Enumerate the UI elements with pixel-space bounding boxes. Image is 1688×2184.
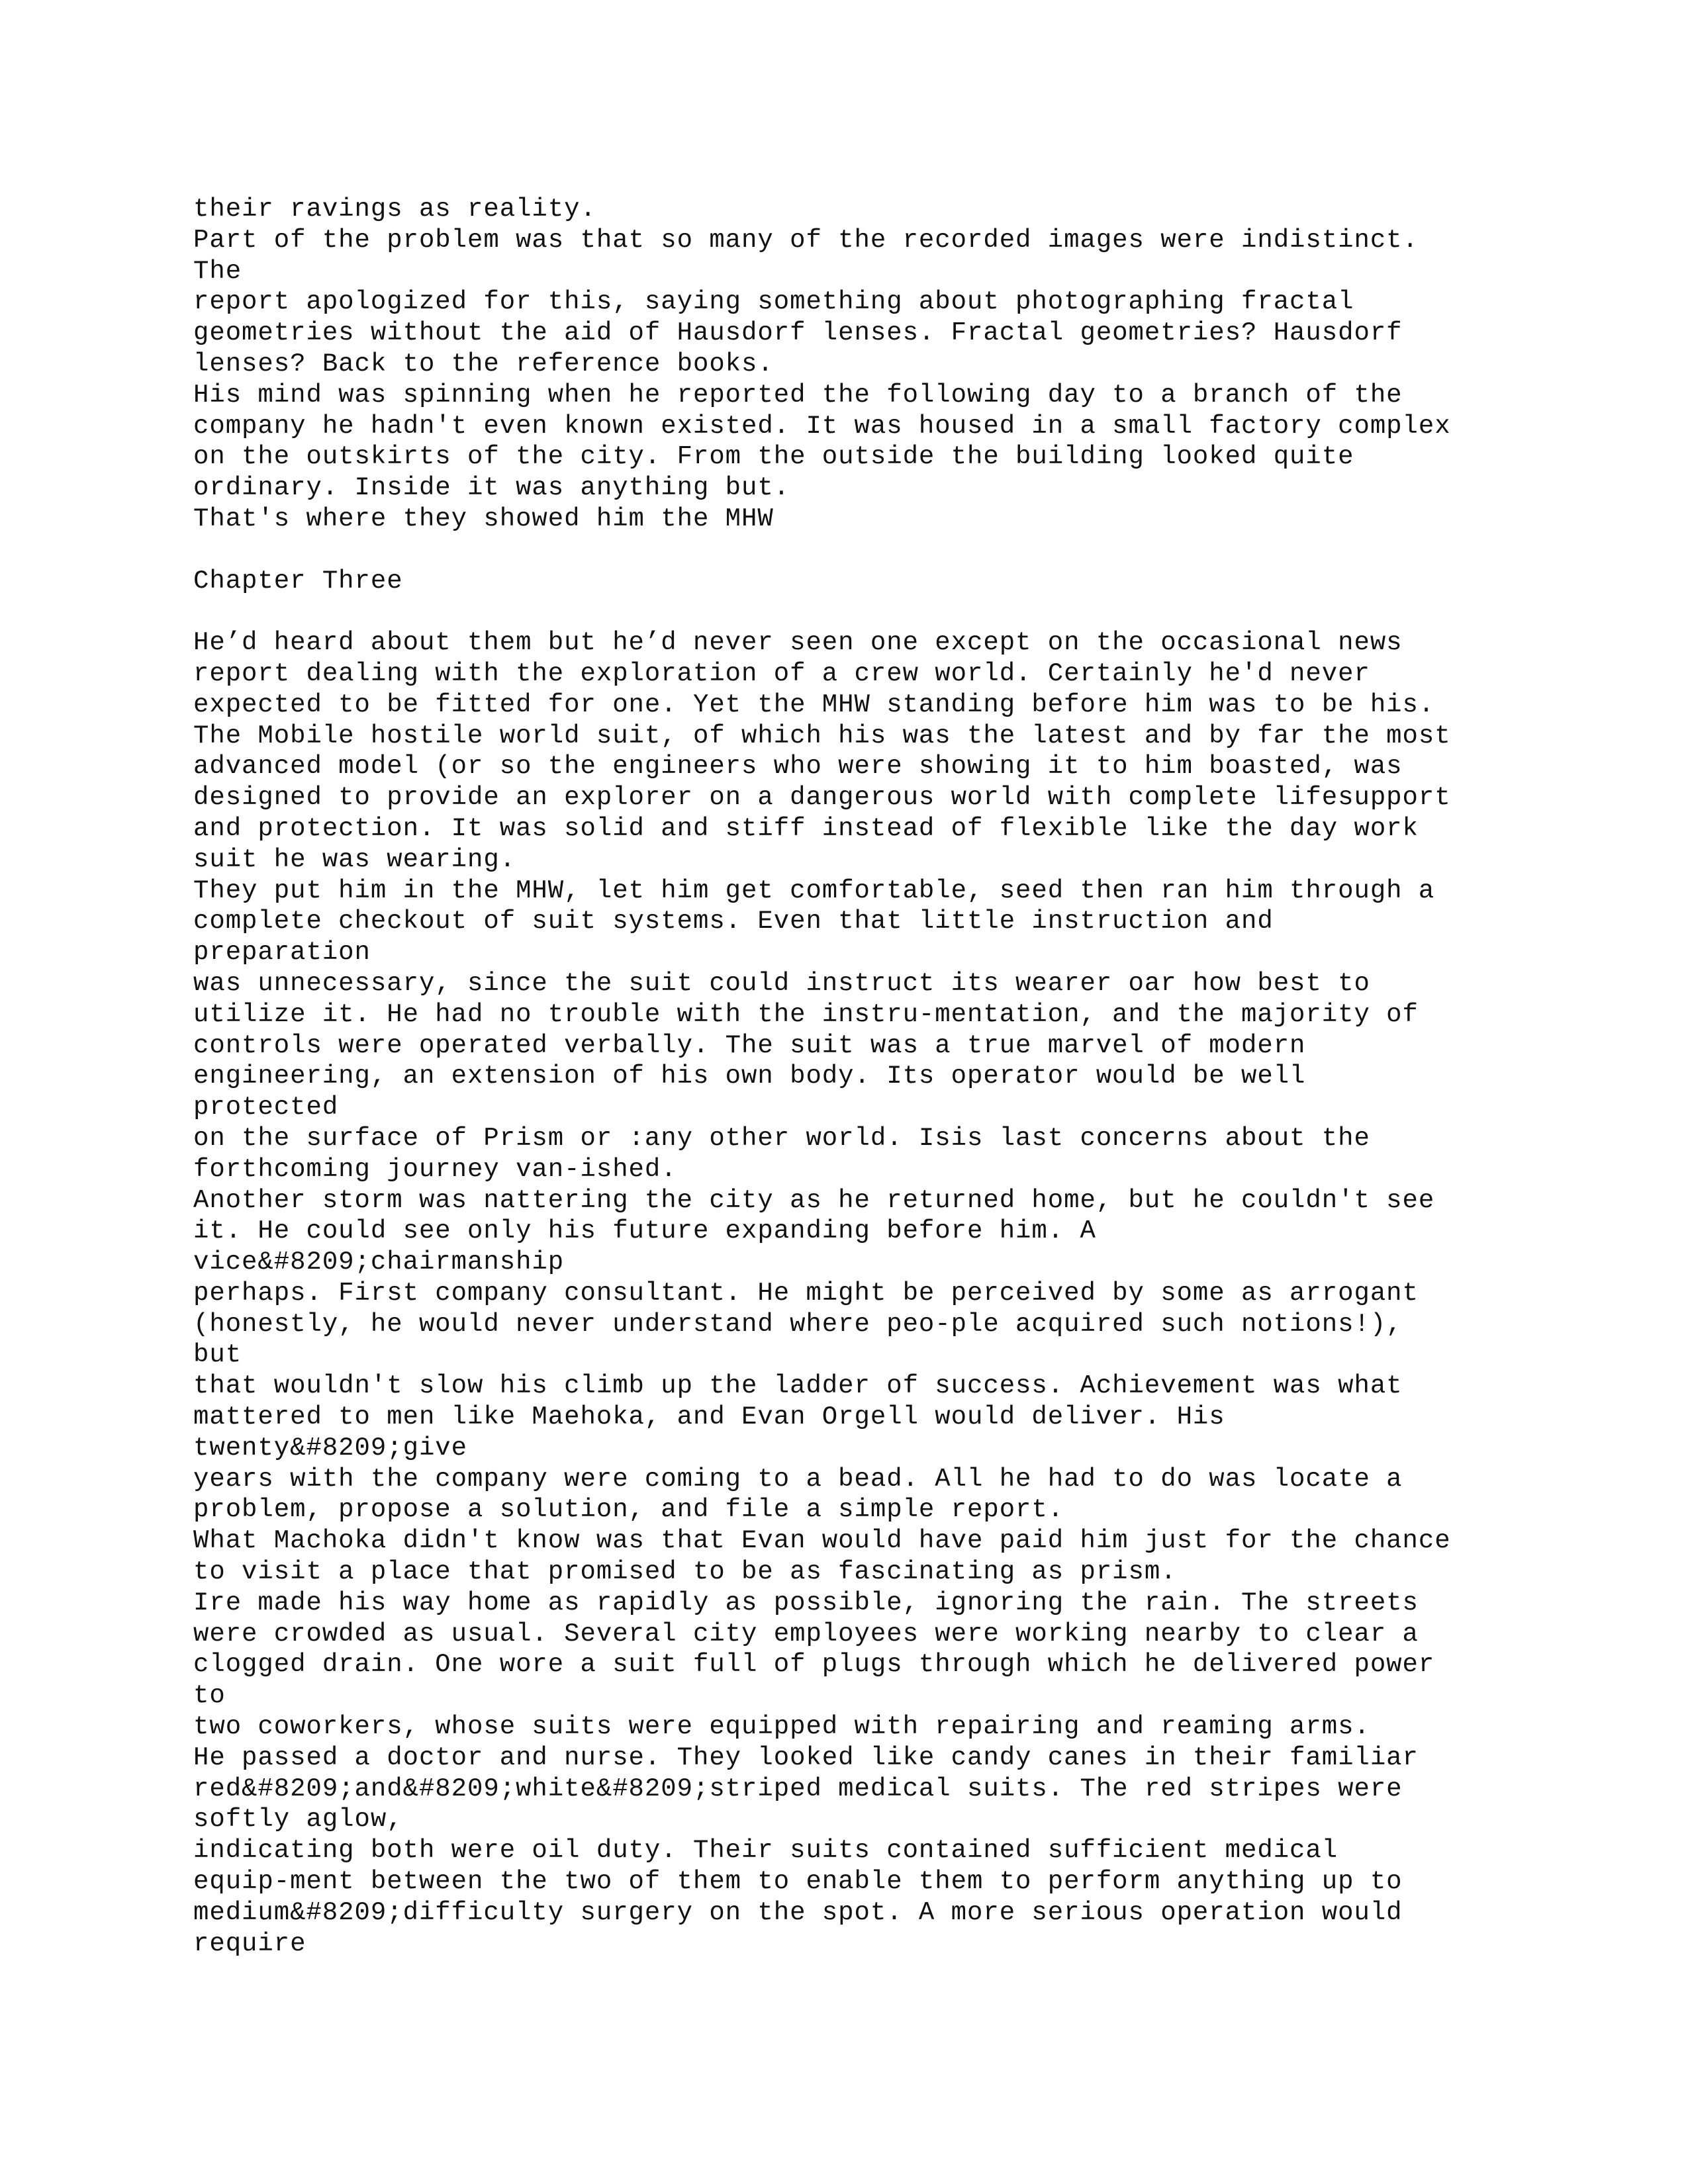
text-line: He passed a doctor and nurse. They looked like candy canes in their familiar [193,1743,1419,1772]
text-line: preparation [193,938,371,968]
text-line: expected to be fitted for one. Yet the MHW standing before him was to be his. [193,690,1435,719]
text-line: indicating both were oil duty. Their suits contained sufficient medical [193,1836,1338,1866]
text-line: company he hadn't even known existed. It was housed in a small factory complex [193,411,1451,441]
text-line: their ravings as reality. [193,195,596,224]
text-line: suit he was wearing. [193,844,516,874]
text-line: that wouldn't slow his climb up the ladder of success. Achievement was what [193,1371,1403,1401]
text-line: What Machoka didn't know was that Evan would have paid him just for the chance [193,1526,1451,1556]
text-line: His mind was spinning when he reported the following day to a branch of the [193,380,1403,410]
text-line: two coworkers, whose suits were equipped with repairing and reaming arms. [193,1712,1370,1742]
blank-line [193,596,1517,627]
text-line: softly aglow, [193,1805,403,1835]
text-line: complete checkout of suit systems. Even that little instruction and [193,907,1274,936]
text-line: engineering, an extension of his own body. Its operator would be well [193,1062,1306,1091]
text-line: geometries without the aid of Hausdorf lenses. Fractal geometries? Hausdorf [193,318,1403,348]
text-line: to [193,1681,226,1711]
text-line: He’d heard about them but he’d never seen one except on the occasional news [193,628,1403,658]
chapter-heading: Chapter Three [193,566,403,596]
text-line: controls were operated verbally. The suit was a true marvel of modern [193,1030,1306,1060]
text-line: (honestly, he would never understand where peo-ple acquired such notions!), [193,1309,1403,1339]
text-line: They put him in the MHW, let him get comfortable, seed then ran him through a [193,876,1435,905]
text-line: mattered to men like Maehoka, and Evan Orgell would deliver. His [193,1402,1225,1432]
text-line: perhaps. First company consultant. He might be perceived by some as arrogant [193,1278,1419,1308]
text-line: years with the company were coming to a bead. All he had to do was locate a [193,1464,1403,1494]
text-line: twenty&#8209;give [193,1433,468,1463]
text-line: That's where they showed him the MHW [193,504,774,533]
text-line: The [193,256,242,286]
text-line: it. He could see only his future expanding before him. A [193,1216,1096,1246]
body-text [193,194,1517,1959]
text-line: equip-ment between the two of them to enable them to perform anything up to [193,1867,1403,1897]
text-line: to visit a place that promised to be as fascinating as prism. [193,1557,1177,1587]
text-line: medium&#8209;difficulty surgery on the spot. A more serious operation would [193,1897,1403,1927]
text-line: utilize it. He had no trouble with the instru-mentation, and the majority of [193,999,1419,1029]
text-line: clogged drain. One wore a suit full of plugs through which he delivered power [193,1650,1435,1680]
text-line: forthcoming journey van-ished. [193,1154,677,1184]
text-line: designed to provide an explorer on a dangerous world with complete lifesupport [193,783,1451,813]
text-line: Ire made his way home as rapidly as possible, ignoring the rain. The streets [193,1588,1419,1617]
text-line: Another storm was nattering the city as he returned home, but he couldn't see [193,1185,1435,1215]
text-line: advanced model (or so the engineers who were showing it to him boasted, was [193,752,1403,782]
text-line: on the surface of Prism or :any other world. Isis last concerns about the [193,1123,1370,1153]
text-line: require [193,1929,306,1958]
text-line: was unnecessary, since the suit could instruct its wearer oar how best to [193,968,1370,998]
text-line: were crowded as usual. Several city employees were working nearby to clear a [193,1619,1419,1649]
text-line: report apologized for this, saying something about photographing fractal [193,287,1354,317]
text-line: Part of the problem was that so many of the recorded images were indistinct. [193,225,1419,255]
text-line: problem, propose a solution, and file a simple report. [193,1495,1064,1525]
text-line: but [193,1340,242,1370]
text-line: report dealing with the exploration of a crew world. Certainly he'd never [193,659,1370,688]
text-line: and protection. It was solid and stiff instead of flexible like the day work [193,813,1419,843]
text-line: The Mobile hostile world suit, of which his was the latest and by far the most [193,721,1451,751]
text-line: protected [193,1093,339,1122]
text-line: red&#8209;and&#8209;white&#8209;striped medical suits. The red stripes were [193,1774,1403,1803]
text-line: vice&#8209;chairmanship [193,1248,565,1277]
text-line: lenses? Back to the reference books. [193,349,774,379]
text-line: on the outskirts of the city. From the outside the building looked quite [193,442,1354,472]
blank-line [193,535,1517,566]
text-line: ordinary. Inside it was anything but. [193,473,790,503]
